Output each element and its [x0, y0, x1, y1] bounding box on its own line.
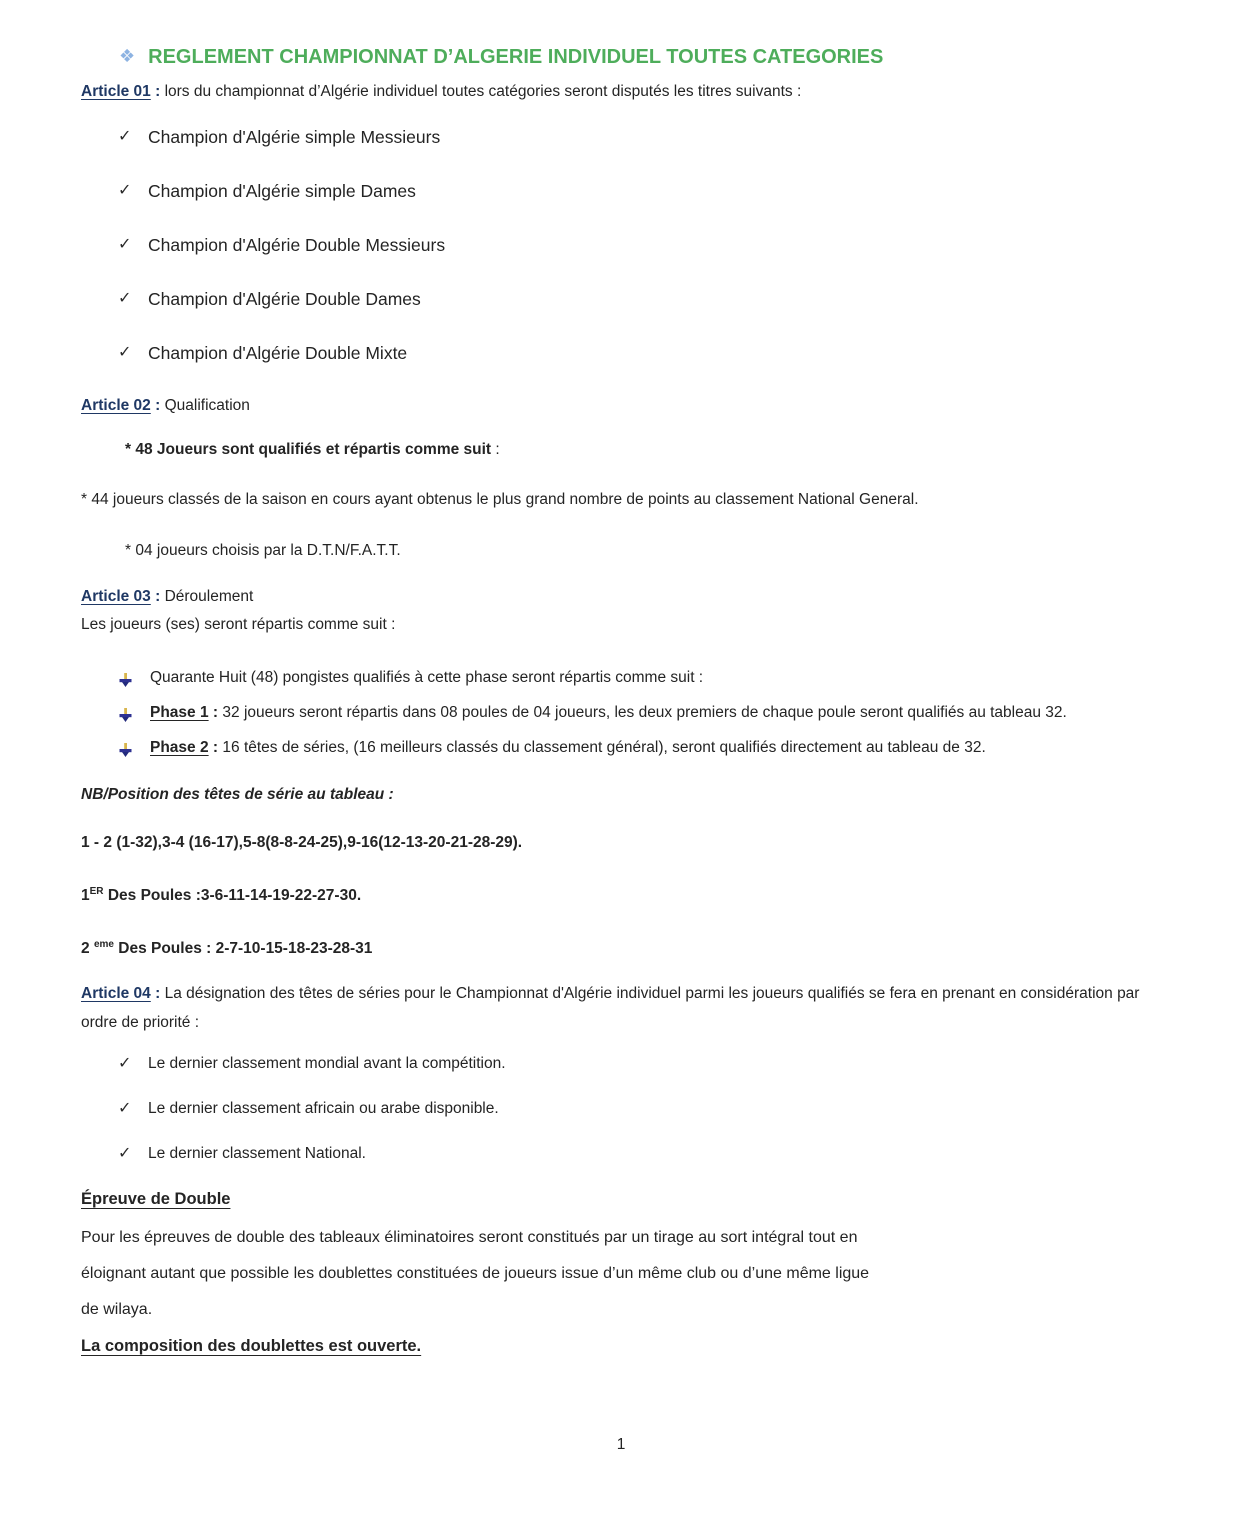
list-item: [118, 179, 1162, 203]
check-icon: ✓: [118, 236, 132, 253]
list-item: [118, 735, 1162, 767]
diamond-bullet-icon: ❖: [119, 46, 136, 66]
first-of-pools-num: 1: [81, 887, 90, 905]
document-title: [119, 46, 1162, 68]
phase-2-label: Phase 2: [150, 739, 209, 756]
list-item-label: [150, 700, 1162, 732]
phase-1-colon: :: [208, 704, 223, 721]
arrow-bullet-icon: [118, 735, 150, 767]
article-01-colon: :: [150, 83, 165, 100]
article-03-subtext: Les joueurs (ses) seront répartis comme suit :: [81, 616, 396, 633]
article-03-label: Article 03: [81, 588, 151, 605]
list-item: [118, 700, 1162, 732]
list-item-label: Le dernier classement National.: [148, 1145, 366, 1163]
list-item: [118, 665, 1162, 697]
list-item-label: Le dernier classement mondial avant la compétition.: [148, 1055, 506, 1073]
article-04-text: La désignation des têtes de séries pour le Championnat d'Algérie individuel parmi les joueurs qualifiés se fera en prenant en considération par ordre de priorité :: [81, 985, 1140, 1032]
titles-check-list: [118, 125, 1162, 365]
list-item: [118, 287, 1162, 311]
list-item-label: Champion d'Algérie Double Messieurs: [148, 235, 446, 255]
double-paragraph-line: éloignant autant que possible les doublettes constituées de joueurs issue d’un même club ou d’une même ligue: [81, 1265, 870, 1283]
seeding-criteria-list: [118, 1053, 1162, 1165]
doublettes-open-statement: La composition des doublettes est ouverte.: [81, 1337, 422, 1356]
first-of-pools-sup: ER: [89, 886, 104, 897]
nb-heading: NB/Position des têtes de série au tableau :: [81, 786, 394, 803]
article-03-colon: :: [150, 588, 165, 605]
star-prefix: *: [125, 441, 136, 458]
article-02-text: Qualification: [164, 397, 250, 414]
arrow-bullet-icon: [118, 665, 150, 697]
article-04-colon: :: [150, 985, 165, 1003]
second-of-pools-num: 2: [81, 940, 94, 958]
second-of-pools-sup: eme: [93, 939, 114, 951]
check-icon: ✓: [118, 344, 132, 361]
article-02-colon: :: [150, 397, 165, 414]
phase-2-colon: :: [208, 739, 223, 756]
qualification-44-line: * 44 joueurs classés de la saison en cours ayant obtenus le plus grand nombre de points au classement National General.: [81, 491, 919, 508]
check-icon: ✓: [118, 128, 132, 145]
check-icon: ✓: [118, 1145, 132, 1163]
article-01-paragraph: [81, 81, 1162, 103]
list-item-label: Le dernier classement africain ou arabe disponible.: [148, 1100, 499, 1118]
arrow-bullet-icon: [118, 700, 150, 732]
deroulement-arrow-list: [118, 665, 1162, 767]
list-item: [118, 125, 1162, 149]
article-04-paragraph: [81, 979, 1162, 1037]
page-number: 1: [616, 1436, 626, 1453]
article-03-paragraph: [81, 586, 1162, 608]
list-item: [118, 341, 1162, 365]
list-item-label: Champion d'Algérie simple Dames: [148, 181, 416, 201]
double-event-heading: Épreuve de Double: [81, 1190, 231, 1209]
double-paragraph-line: de wilaya.: [81, 1301, 153, 1319]
list-item-label: Champion d'Algérie Double Dames: [148, 289, 421, 309]
phase-1-label: Phase 1: [150, 704, 209, 721]
list-item-label: Quarante Huit (48) pongistes qualifiés à cette phase seront répartis comme suit :: [150, 669, 704, 686]
article-03-text: Déroulement: [164, 588, 254, 605]
article-01-text: lors du championnat d’Algérie individuel toutes catégories seront disputés les titres suivants :: [164, 83, 802, 100]
phase-1-text: 32 joueurs seront répartis dans 08 poules de 04 joueurs, les deux premiers de chaque poule seront qualifiés au tableau 32.: [222, 704, 1067, 721]
list-item: [118, 1143, 1162, 1165]
phase-2-text: 16 têtes de séries, (16 meilleurs classés du classement général), seront qualifiés directement au tableau de 32.: [222, 739, 986, 756]
second-of-pools-rest: Des Poules : 2-7-10-15-18-23-28-31: [113, 940, 373, 958]
qualification-48-line: [125, 439, 1162, 461]
document-title-text: REGLEMENT CHAMPIONNAT D’ALGERIE INDIVIDUEL TOUTES CATEGORIES: [148, 46, 884, 68]
list-item: [118, 1053, 1162, 1075]
qualification-48-tail: :: [491, 441, 500, 458]
second-of-pools-line: [81, 934, 1162, 960]
article-02-paragraph: [81, 395, 1162, 417]
seed-positions-line: 1 - 2 (1-32),3-4 (16-17),5-8(8-8-24-25),9-16(12-13-20-21-28-29).: [81, 834, 523, 851]
double-paragraph-line: Pour les épreuves de double des tableaux éliminatoires seront constitués par un tirage au sort intégral tout en: [81, 1229, 858, 1247]
article-01-label: Article 01: [81, 83, 151, 100]
list-item-label: [150, 735, 1162, 767]
list-item: [118, 1098, 1162, 1120]
qualification-48-bold: 48 Joueurs sont qualifiés et répartis comme suit: [135, 441, 492, 458]
list-item: [118, 233, 1162, 257]
check-icon: ✓: [118, 290, 132, 307]
qualification-04-line: * 04 joueurs choisis par la D.T.N/F.A.T.T.: [125, 542, 401, 559]
first-of-pools-rest: Des Poules :3-6-11-14-19-22-27-30.: [103, 887, 362, 905]
check-icon: ✓: [118, 1055, 132, 1073]
article-02-label: Article 02: [81, 397, 151, 414]
check-icon: ✓: [118, 182, 132, 199]
check-icon: ✓: [118, 1100, 132, 1118]
list-item-label: Champion d'Algérie simple Messieurs: [148, 127, 441, 147]
first-of-pools-line: [81, 881, 1162, 907]
article-04-label: Article 04: [81, 985, 151, 1003]
list-item-label: Champion d'Algérie Double Mixte: [148, 343, 408, 363]
